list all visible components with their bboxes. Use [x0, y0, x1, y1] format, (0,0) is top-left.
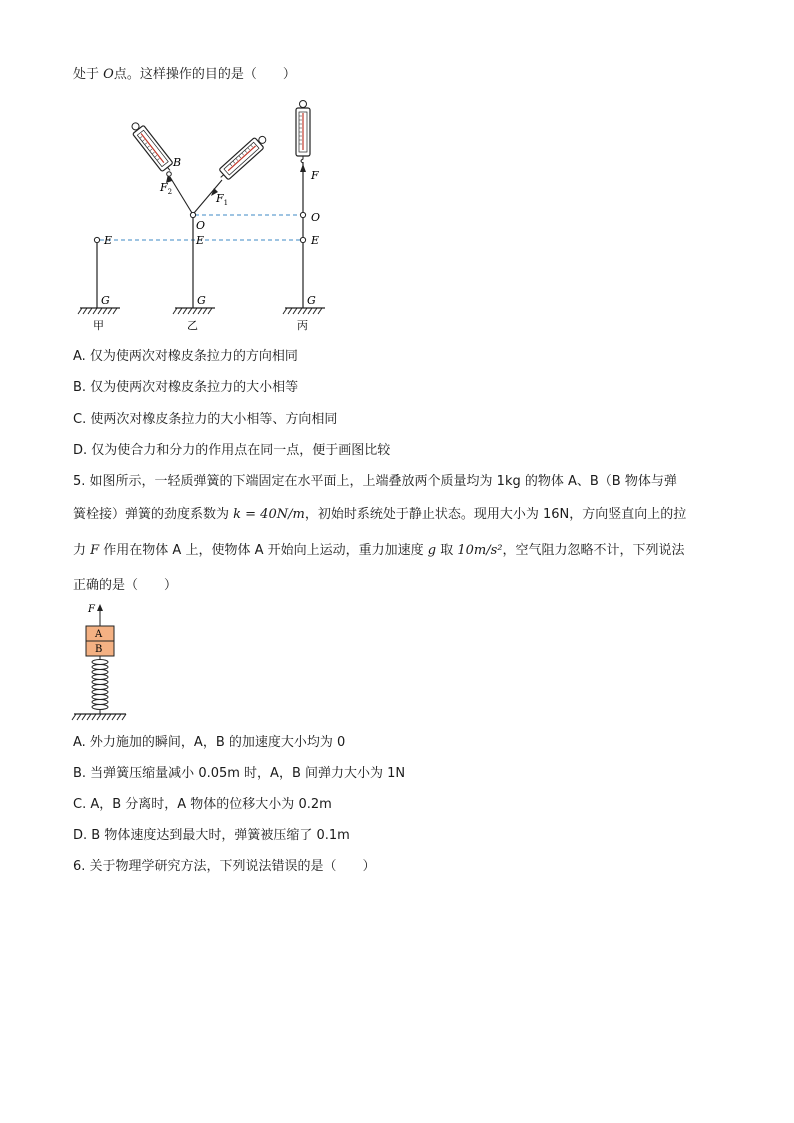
q4-stem-point: O: [103, 67, 114, 82]
q5-line3-post: ，空气阻力忽略不计，下列说法: [502, 543, 685, 558]
q5-option-b: B. 当弹簧压缩量减小 0.05m 时，A，B 间弹力大小为 1N: [73, 766, 406, 781]
q4-stem-post: 点。这样操作的目的是（ ）: [113, 67, 296, 82]
q4-option-d: D. 仅为使合力和分力的作用点在同一点，便于画图比较: [73, 443, 391, 458]
caption-yi: 乙: [187, 319, 198, 332]
label-g-jia: G: [101, 294, 110, 307]
q5-line3-mid2: 取: [436, 543, 458, 558]
q5-symbol-f: F: [90, 543, 100, 558]
q5-line2-pre: 簧栓接）弹簧的劲度系数为: [73, 507, 234, 522]
q4-option-a: A. 仅为使两次对橡皮条拉力的方向相同: [73, 349, 298, 364]
q5-line3-pre: 力: [73, 543, 91, 558]
spring: [92, 656, 108, 714]
q5-line2-post: ，初始时系统处于静止状态。现用大小为 16N，方向竖直向上的拉: [304, 507, 687, 522]
label-f2: $F_2$: [160, 181, 173, 196]
block-b-label: B: [95, 644, 103, 655]
q5-option-a: A. 外力施加的瞬间，A，B 的加速度大小均为 0: [73, 735, 346, 750]
label-e-jia: E: [104, 234, 113, 247]
q5-option-c: C. A，B 分离时，A 物体的位移大小为 0.2m: [73, 797, 332, 812]
label-f: F: [311, 169, 319, 182]
label-g-bing: G: [307, 294, 316, 307]
q5-option-d: D. B 物体速度达到最大时，弹簧被压缩了 0.1m: [73, 828, 350, 843]
caption-bing: 丙: [297, 319, 308, 332]
q5-stem-line1: 5. 如图所示，一轻质弹簧的下端固定在水平面上，上端叠放两个质量均为 1kg 的物体 A、B（B 物体与弹: [73, 474, 677, 489]
caption-jia: 甲: [93, 319, 104, 332]
block-a-label: A: [95, 629, 103, 640]
label-b: B: [173, 156, 182, 169]
q4-stem-pre: 处于: [73, 67, 104, 82]
q4-option-b: B. 仅为使两次对橡皮条拉力的大小相等: [73, 380, 299, 395]
q5-label-f: F: [88, 604, 95, 615]
q5-formula-k: k = 40N/m: [233, 507, 305, 522]
label-o-bing: O: [311, 211, 321, 224]
q5-formula-g: 10m/s²: [457, 543, 503, 558]
q5-symbol-g: g: [427, 543, 437, 558]
label-f1: $F_1$: [216, 192, 229, 207]
label-e-bing: E: [311, 234, 320, 247]
q6-stem: 6. 关于物理学研究方法，下列说法错误的是（ ）: [73, 859, 376, 874]
label-e-yi: E: [196, 234, 205, 247]
label-o-yi: O: [196, 219, 206, 232]
q5-line3-mid: 作用在物体 A 上，使物体 A 开始向上运动，重力加速度: [99, 543, 428, 558]
label-g-yi: G: [197, 294, 206, 307]
q5-stem-line4: 正确的是（ ）: [73, 578, 178, 593]
q4-option-c: C. 使两次对橡皮条拉力的大小相等、方向相同: [73, 412, 338, 427]
